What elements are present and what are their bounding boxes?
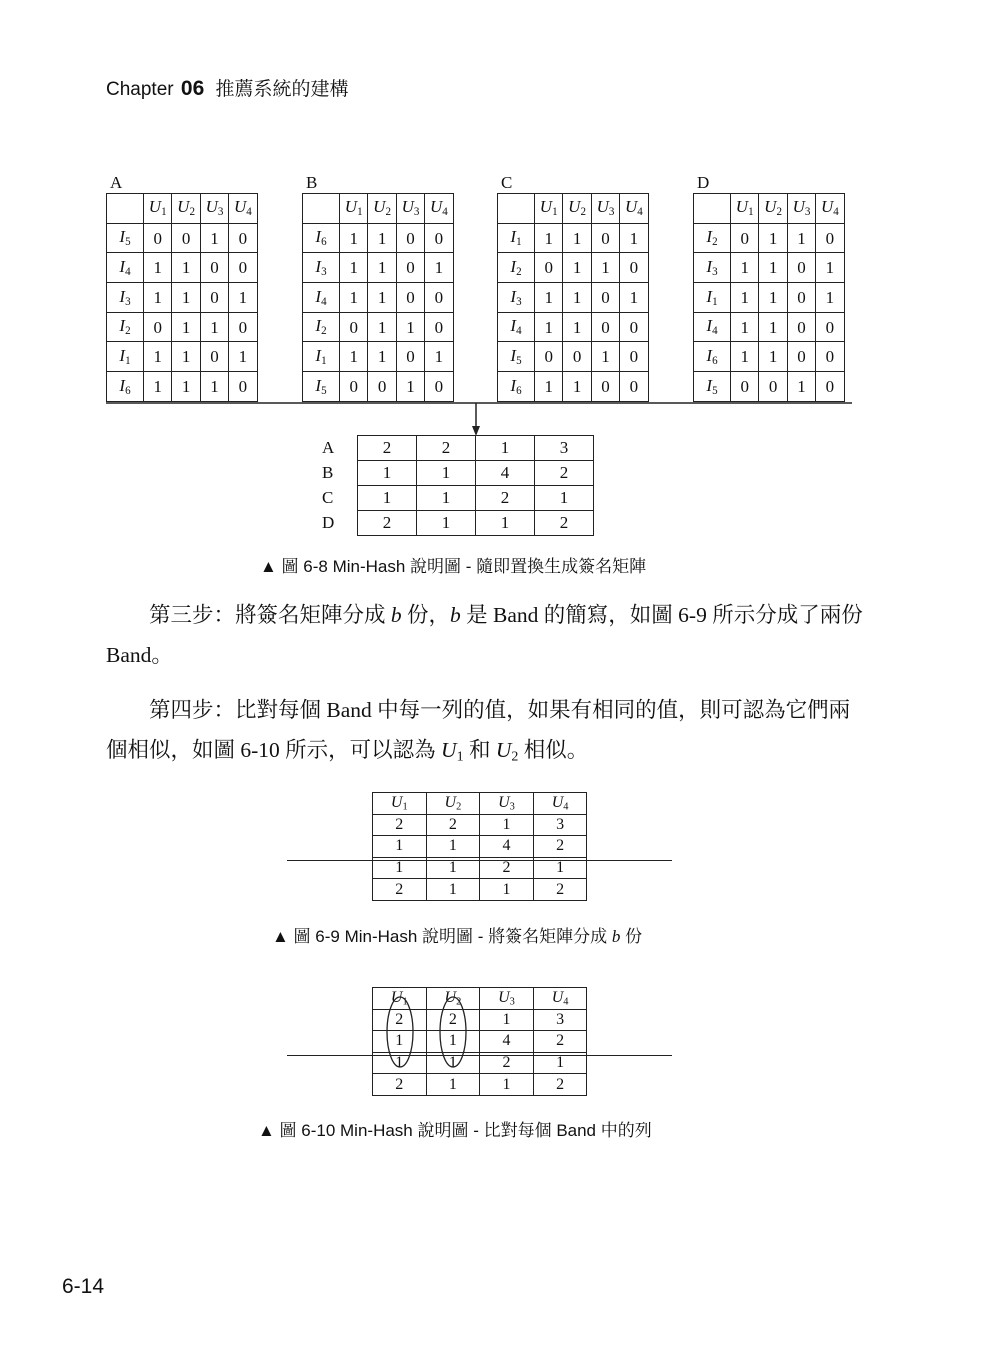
column-header: $U_2$: [368, 194, 396, 224]
row-label: $I_5$: [107, 223, 144, 253]
matrix-cell: 1: [620, 223, 648, 253]
matrix-cell: 0: [535, 342, 563, 372]
column-header: $U_4$: [816, 194, 844, 224]
signature-cell: 1: [417, 486, 476, 511]
matrix-cell: 1: [425, 342, 453, 372]
matrix-cell: 1: [172, 283, 200, 313]
matrix-cell: 1: [563, 312, 591, 342]
band-cell: 4: [480, 1031, 534, 1053]
variable-b: b: [611, 927, 621, 946]
matrix-cell: 0: [816, 342, 844, 372]
row-label: $I_3$: [498, 283, 535, 313]
matrix-cell: 0: [144, 312, 172, 342]
band-cell: 2: [533, 1074, 587, 1096]
matrix-cell: 0: [425, 312, 453, 342]
column-header: $U_2$: [172, 194, 200, 224]
matrix-cell: 0: [340, 372, 368, 402]
matrix-cell: 1: [229, 342, 257, 372]
matrix-cell: 1: [200, 223, 228, 253]
signature-cell: 1: [417, 511, 476, 536]
subscript: 2: [511, 749, 519, 765]
matrix-label-d: D: [697, 173, 710, 192]
variable-u: U: [495, 738, 512, 762]
signature-cell: 1: [358, 486, 417, 511]
matrix-cell: 1: [787, 223, 815, 253]
variable-b: b: [450, 603, 461, 627]
band-cell: 2: [373, 1074, 427, 1096]
matrix-cell: 1: [535, 312, 563, 342]
chapter-number: 06: [180, 77, 205, 100]
column-header: $U_4$: [425, 194, 453, 224]
column-header: $U_2$: [563, 194, 591, 224]
matrix-cell: 1: [368, 253, 396, 283]
row-label: $I_2$: [303, 312, 340, 342]
signature-cell: 2: [535, 461, 594, 486]
matrix-cell: 1: [340, 342, 368, 372]
matrix-cell: 0: [620, 312, 648, 342]
matrix-cell: 1: [396, 312, 424, 342]
column-header: $U_3$: [591, 194, 619, 224]
band-cell: 2: [480, 857, 534, 879]
matrix-cell: 0: [620, 342, 648, 372]
matrix-cell: 0: [759, 372, 787, 402]
row-label: $I_3$: [107, 283, 144, 313]
matrix-cell: 1: [396, 372, 424, 402]
signature-cell: 2: [358, 436, 417, 461]
matrix-cell: 0: [229, 223, 257, 253]
chapter-word: Chapter: [106, 79, 174, 100]
matrix-cell: 1: [229, 283, 257, 313]
matrix-cell: 1: [535, 372, 563, 402]
band-cell: 1: [533, 1052, 587, 1074]
matrix-cell: 1: [368, 223, 396, 253]
column-header: $U_1$: [731, 194, 759, 224]
matrix-cell: 1: [535, 283, 563, 313]
matrix-cell: 1: [144, 283, 172, 313]
band-cell: 1: [533, 857, 587, 879]
matrix-cell: 1: [144, 342, 172, 372]
column-header: $U_3$: [200, 194, 228, 224]
signature-cell: 1: [476, 511, 535, 536]
signature-cell: 1: [358, 461, 417, 486]
text: 份: [620, 927, 643, 946]
matrix-cell: 0: [229, 312, 257, 342]
matrix-cell: 0: [787, 342, 815, 372]
matrix-cell: 1: [368, 312, 396, 342]
band-cell: 2: [533, 836, 587, 858]
matrix-cell: 1: [368, 342, 396, 372]
band-cell: 3: [533, 814, 587, 836]
sig-label: B: [322, 463, 334, 482]
chapter-title: 推薦系統的建構: [215, 79, 349, 100]
matrix-cell: 0: [368, 372, 396, 402]
figure-caption-6-10: ▲ 圖 6-10 Min-Hash 說明圖 - 比對每個 Band 中的列: [258, 1121, 652, 1140]
signature-cell: 2: [358, 511, 417, 536]
matrix-cell: 0: [396, 253, 424, 283]
matrix-cell: 1: [787, 372, 815, 402]
band-header: $U_3$: [480, 793, 534, 815]
matrix-cell: 0: [591, 283, 619, 313]
sig-label: D: [322, 513, 335, 532]
band-cell: 2: [426, 1009, 480, 1031]
row-label: $I_4$: [303, 283, 340, 313]
row-label: $I_3$: [303, 253, 340, 283]
row-label: $I_6$: [107, 372, 144, 402]
matrix-cell: 0: [816, 372, 844, 402]
band-cell: 1: [480, 1074, 534, 1096]
band-cell: 1: [480, 814, 534, 836]
matrix-cell: 1: [340, 283, 368, 313]
text: 份，: [401, 603, 451, 627]
row-label: $I_5$: [303, 372, 340, 402]
sig-label: A: [322, 438, 335, 457]
matrix-cell: 0: [200, 283, 228, 313]
matrix-cell: 1: [731, 312, 759, 342]
sig-label: C: [322, 488, 334, 507]
matrix-cell: 0: [425, 283, 453, 313]
circle-u2-column: [440, 997, 466, 1067]
matrix-cell: 1: [563, 283, 591, 313]
figure-caption-6-8: ▲ 圖 6-8 Min-Hash 說明圖 - 隨即置換生成簽名矩陣: [260, 557, 647, 576]
matrix-cell: 0: [787, 283, 815, 313]
row-label: $I_1$: [694, 283, 731, 313]
matrix-cell: 0: [591, 312, 619, 342]
band-cell: 1: [373, 836, 427, 858]
column-header: $U_1$: [340, 194, 368, 224]
matrix-cell: 0: [620, 372, 648, 402]
matrix-cell: 0: [396, 283, 424, 313]
matrix-cell: 0: [731, 372, 759, 402]
matrix-cell: 0: [620, 253, 648, 283]
matrix-cell: 1: [759, 283, 787, 313]
text: 和: [463, 738, 496, 762]
matrix-cell: 0: [200, 253, 228, 283]
band-cell: 1: [373, 857, 427, 879]
matrix-cell: 0: [425, 372, 453, 402]
band-cell: 1: [480, 879, 534, 901]
row-label: $I_3$: [694, 253, 731, 283]
matrix-cell: 1: [731, 283, 759, 313]
matrix-cell: 1: [816, 253, 844, 283]
row-label: $I_6$: [694, 342, 731, 372]
row-label: $I_2$: [498, 253, 535, 283]
band-header: $U_1$: [373, 988, 427, 1010]
signature-cell: 3: [535, 436, 594, 461]
text: 第三步：將簽名矩陣分成: [149, 603, 391, 627]
circle-u1-column: [387, 997, 413, 1067]
matrix-cell: 0: [425, 223, 453, 253]
matrix-cell: 0: [229, 372, 257, 402]
row-label: $I_6$: [303, 223, 340, 253]
band-cell: 1: [426, 836, 480, 858]
matrix-cell: 0: [591, 223, 619, 253]
matrix-cell: 0: [816, 312, 844, 342]
row-label: $I_2$: [694, 223, 731, 253]
matrix-cell: 0: [340, 312, 368, 342]
band-cell: 3: [533, 1009, 587, 1031]
band-cell: 2: [533, 1031, 587, 1053]
matrix-cell: 0: [816, 223, 844, 253]
column-header: $U_3$: [396, 194, 424, 224]
band-header: $U_2$: [426, 988, 480, 1010]
matrix-cell: 0: [535, 253, 563, 283]
matrix-cell: 1: [425, 253, 453, 283]
band-cell: 2: [373, 879, 427, 901]
matrix-cell: 0: [229, 253, 257, 283]
band-cell: 2: [426, 814, 480, 836]
matrix-cell: 0: [396, 223, 424, 253]
column-header: $U_4$: [620, 194, 648, 224]
column-header: $U_1$: [144, 194, 172, 224]
matrix-cell: 0: [200, 342, 228, 372]
variable-b: b: [390, 603, 402, 627]
row-label: $I_5$: [694, 372, 731, 402]
matrix-cell: 1: [759, 223, 787, 253]
band-cell: 1: [480, 1009, 534, 1031]
matrix-cell: 1: [591, 253, 619, 283]
matrix-cell: 1: [144, 253, 172, 283]
band-header: $U_2$: [426, 793, 480, 815]
matrix-cell: 1: [563, 253, 591, 283]
matrix-cell: 0: [144, 223, 172, 253]
signature-cell: 2: [476, 486, 535, 511]
band-cell: 1: [426, 1052, 480, 1074]
signature-cell: 1: [476, 436, 535, 461]
text: 相似。: [518, 738, 589, 762]
column-header: $U_1$: [535, 194, 563, 224]
matrix-cell: 1: [200, 312, 228, 342]
matrix-cell: 1: [759, 342, 787, 372]
matrix-cell: 1: [172, 253, 200, 283]
row-label: $I_6$: [498, 372, 535, 402]
matrix-cell: 1: [368, 283, 396, 313]
matrix-cell: 0: [731, 223, 759, 253]
matrix-cell: 1: [731, 253, 759, 283]
column-header: $U_2$: [759, 194, 787, 224]
matrix-cell: 1: [731, 342, 759, 372]
band-cell: 2: [480, 1052, 534, 1074]
band-cell: 1: [426, 857, 480, 879]
matrix-cell: 0: [787, 253, 815, 283]
matrix-cell: 0: [591, 372, 619, 402]
band-cell: 1: [426, 1074, 480, 1096]
text: ▲ 圖 6-9 Min-Hash 說明圖 - 將簽名矩陣分成: [272, 927, 612, 946]
matrix-cell: 1: [172, 312, 200, 342]
matrix-label-a: A: [110, 173, 123, 192]
band-cell: 2: [373, 1009, 427, 1031]
signature-cell: 1: [417, 461, 476, 486]
matrix-cell: 0: [787, 312, 815, 342]
matrix-cell: 1: [759, 312, 787, 342]
band-header: $U_4$: [533, 988, 587, 1010]
matrix-cell: 1: [563, 372, 591, 402]
matrix-cell: 1: [535, 223, 563, 253]
band-header: $U_3$: [480, 988, 534, 1010]
band-cell: 1: [373, 1031, 427, 1053]
matrix-cell: 1: [200, 372, 228, 402]
band-header: $U_4$: [533, 793, 587, 815]
matrix-cell: 1: [340, 223, 368, 253]
matrix-label-b: B: [306, 173, 318, 192]
band-cell: 1: [373, 1052, 427, 1074]
matrix-cell: 1: [144, 372, 172, 402]
matrix-cell: 1: [340, 253, 368, 283]
row-label: $I_1$: [303, 342, 340, 372]
signature-cell: 2: [417, 436, 476, 461]
text: 是 Band 的簡寫，如圖 6-9 所示分成了兩份 Band。: [106, 603, 863, 667]
band-cell: 1: [426, 1031, 480, 1053]
column-header: $U_4$: [229, 194, 257, 224]
band-cell: 2: [533, 879, 587, 901]
band-header: $U_1$: [373, 793, 427, 815]
matrix-cell: 1: [591, 342, 619, 372]
row-label: $I_1$: [107, 342, 144, 372]
matrix-cell: 0: [172, 223, 200, 253]
signature-cell: 1: [535, 486, 594, 511]
subscript: 1: [456, 749, 464, 765]
signature-cell: 4: [476, 461, 535, 486]
row-label: $I_2$: [107, 312, 144, 342]
row-label: $I_1$: [498, 223, 535, 253]
column-header: $U_3$: [787, 194, 815, 224]
text: 第四步：比對每個 Band 中每一列的值，如果有相同的值，則可認為它們兩個相似，如圖 6-10 所示，可以認為: [106, 698, 851, 762]
row-label: $I_5$: [498, 342, 535, 372]
matrix-cell: 0: [396, 342, 424, 372]
variable-u: U: [441, 738, 457, 762]
row-label: $I_4$: [107, 253, 144, 283]
matrix-cell: 1: [563, 223, 591, 253]
row-label: $I_4$: [694, 312, 731, 342]
matrix-label-c: C: [501, 173, 513, 192]
matrix-cell: 0: [563, 342, 591, 372]
matrix-cell: 1: [172, 372, 200, 402]
matrix-cell: 1: [172, 342, 200, 372]
page-number: 6-14: [62, 1275, 105, 1298]
row-label: $I_4$: [498, 312, 535, 342]
band-cell: 2: [373, 814, 427, 836]
matrix-cell: 1: [816, 283, 844, 313]
matrix-cell: 1: [620, 283, 648, 313]
band-cell: 1: [426, 879, 480, 901]
signature-cell: 2: [535, 511, 594, 536]
matrix-cell: 1: [759, 253, 787, 283]
band-cell: 4: [480, 836, 534, 858]
